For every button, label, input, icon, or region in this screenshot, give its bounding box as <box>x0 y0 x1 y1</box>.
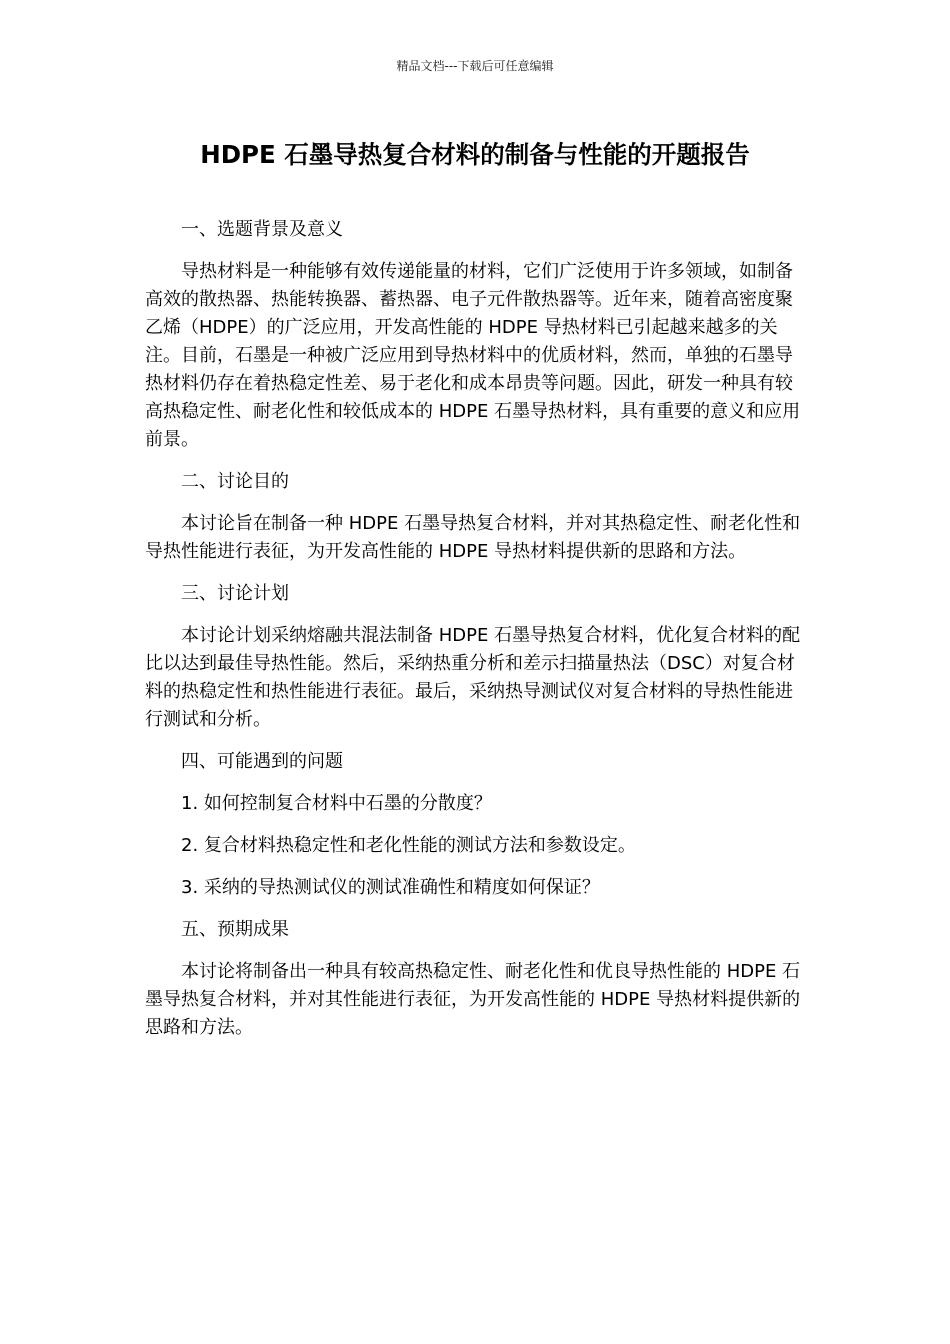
section-heading-results: 五、预期成果 <box>181 919 289 940</box>
paragraph-results: 本讨论将制备出一种具有较高热稳定性、耐老化性和优良导热性能的 HDPE 石墨导热复合材料，并对其性能进行表征，为开发高性能的 HDPE 导热材料提供新的思路和方法。 <box>145 961 801 1038</box>
list-item-problem-2: 2. 复合材料热稳定性和老化性能的测试方法和参数设定。 <box>181 835 636 856</box>
section-heading-background: 一、选题背景及意义 <box>181 219 343 240</box>
paragraph-purpose: 本讨论旨在制备一种 HDPE 石墨导热复合材料，并对其热稳定性、耐老化性和导热性能进行表征，为开发高性能的 HDPE 导热材料提供新的思路和方法。 <box>145 513 801 562</box>
document-title: HDPE 石墨导热复合材料的制备与性能的开题报告 <box>200 140 750 169</box>
section-heading-problems: 四、可能遇到的问题 <box>181 751 343 772</box>
list-item-problem-1: 1. 如何控制复合材料中石墨的分散度？ <box>181 793 492 814</box>
document-body <box>145 216 807 1056</box>
section-heading-purpose: 二、讨论目的 <box>181 471 289 492</box>
paragraph-background: 导热材料是一种能够有效传递能量的材料，它们广泛使用于许多领域，如制备高效的散热器、热能转换器、蓄热器、电子元件散热器等。近年来，随着高密度聚乙烯（HDPE）的广泛应用，开发高性能的 HDPE 导热材料已引起越来越多的关注。目前，石墨是一种被广泛应用到导热材料中的优质材料，然而，单独的石墨导热材料仍存在着热稳定性差、易于老化和成本昂贵等问题。因此，研发一种具有较高热稳定性、耐老化性和较低成本的 HDPE 石墨导热材料，具有重要的意义和应用前景。 <box>145 261 801 450</box>
list-item-problem-3: 3. 采纳的导热测试仪的测试准确性和精度如何保证？ <box>181 877 600 898</box>
paragraph-plan: 本讨论计划采纳熔融共混法制备 HDPE 石墨导热复合材料，优化复合材料的配比以达到最佳导热性能。然后，采纳热重分析和差示扫描量热法（DSC）对复合材料的热稳定性和热性能进行表征。最后，采纳热导测试仪对复合材料的导热性能进行测试和分析。 <box>145 625 801 730</box>
header-note: 精品文档---下载后可任意编辑 <box>396 59 554 73</box>
section-heading-plan: 三、讨论计划 <box>181 583 289 604</box>
